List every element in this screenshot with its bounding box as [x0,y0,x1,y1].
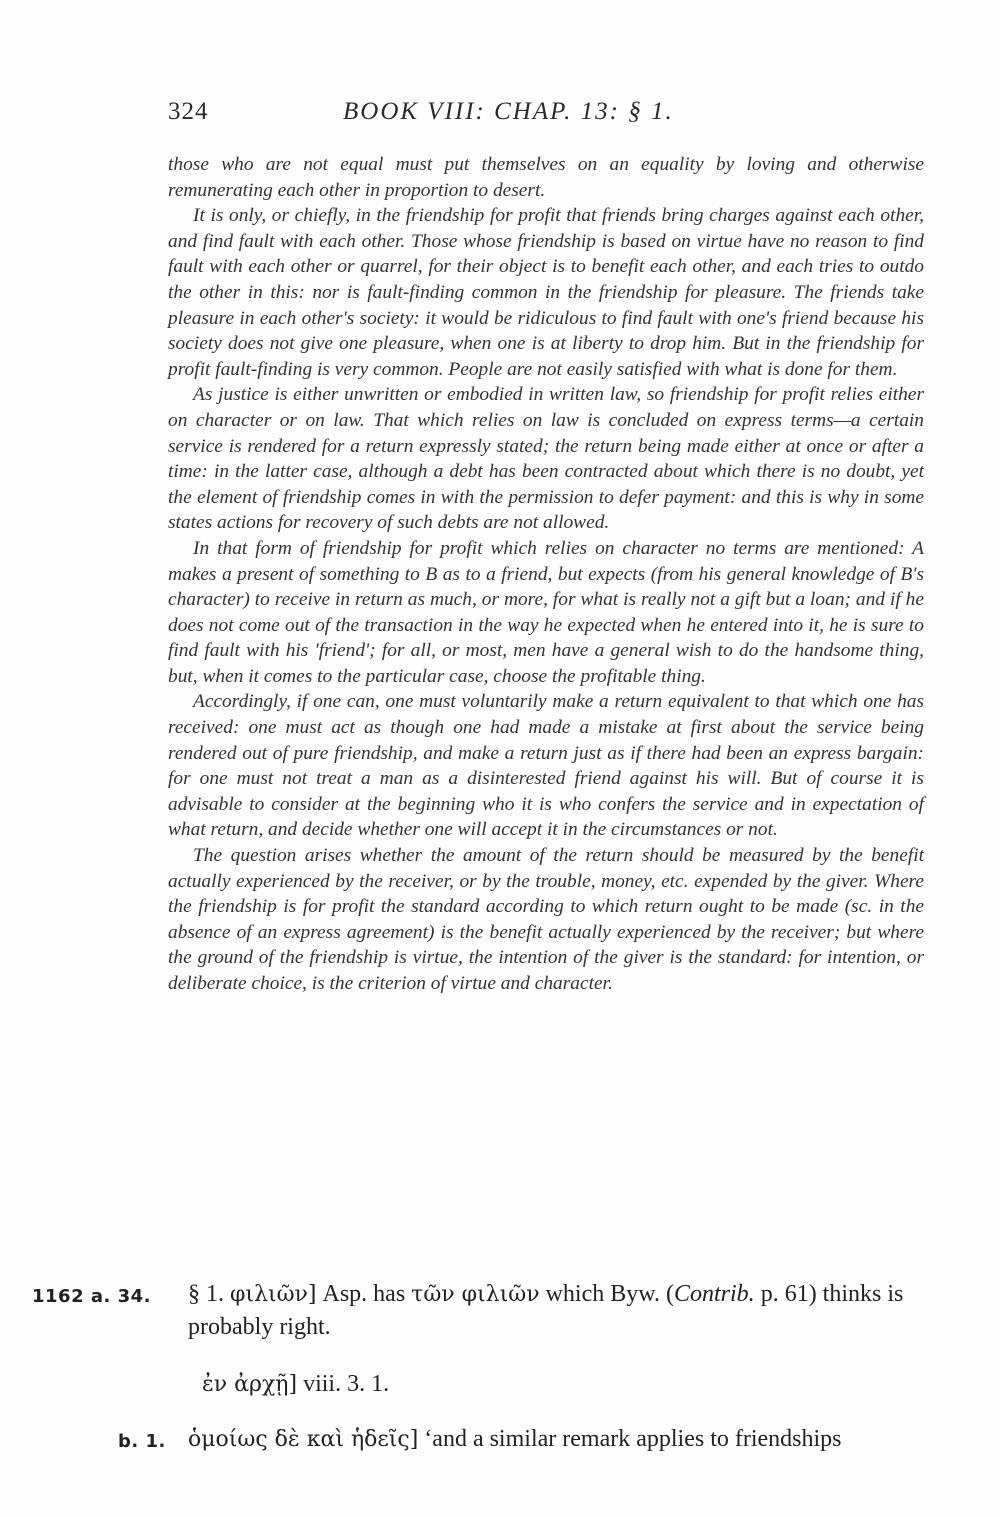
greek-text: τῶν φιλιῶν [411,1282,540,1307]
commentary-notes [0,1278,1000,1456]
paragraph: It is only, or chiefly, in the friendship for profit that friends bring charges against each other, and find fault with each other. Those whose friendship is based on virtue have no reason to find fault with each other or quarrel, for their object is to benefit each other, and each tries to outdo the other in this: nor is fault-finding common in the friendship for pleasure. The friends take pleasure in each other's society: it would be ridiculous to find fault with one's friend because his society does not give one pleasure, when one is at liberty to drop him. But in the friendship for profit fault-finding is very common. People are not easily satisfied with what is done for them. [168,205,924,380]
running-head: BOOK VIII: CHAP. 13: § 1. [343,98,674,125]
note-text: p. 61) thinks is probably right. [188,1281,904,1340]
paragraph: As justice is either unwritten or embodied in written law, so friendship for profit relies either on character or on law. That which relies on law is concluded on express terms—a certain service is rendered for a return expressly stated; the return being made either at once or after a time: in the latter case, although a debt has been contracted about which there is no doubt, yet the element of friendship comes in with the permission to defer payment: and this is why in some states actions for recovery of such debts are not allowed. [168,384,924,534]
note-text: which Byw. ( [539,1281,674,1307]
note-text: ‘and a similar remark applies to friendships [418,1426,842,1452]
greek-lemma: ὁμοίως δὲ καὶ ἡδεῖς] [188,1427,419,1452]
paragraph: Accordingly, if one can, one must voluntarily make a return equivalent to that which one has received: one must act as though one had made a mistake at first about the service being rendered out of pure friendship, and make a return just as if there had been an express bargain: for one must not treat a man as a disinterested friend against his will. But of course it is advisable to consider at the beginning who it is who confers the service and in expectation of what return, and decide whether one will accept it in the circumstances or not. [168,691,924,841]
greek-lemma: ἐν ἀρχῇ] [202,1372,298,1397]
line-reference: b. 1. [118,1431,166,1452]
greek-lemma: φιλιῶν] [230,1282,317,1307]
note-entry [0,1423,923,1456]
note-entry [0,1278,923,1344]
paragraph: those who are not equal must put themselves on an equality by loving and otherwise remunerating each other in proportion to desert. [168,154,924,201]
note-entry [0,1368,923,1401]
paragraph: The question arises whether the amount of the return should be measured by the benefit actually experienced by the receiver, or by the trouble, money, etc. expended by the giver. Where the friendship is for profit the standard according to which return ought to be made (sc. in the absence of an express agreement) is the benefit actually experienced by the receiver; but where the ground of the friendship is virtue, the intention of the giver is the standard: for intention, or deliberate choice, is the criterion of virtue and character. [168,845,924,994]
line-reference: 1162 a. 34. [32,1286,152,1307]
section-marker: § 1. [188,1281,224,1307]
paragraph: In that form of friendship for profit which relies on character no terms are mentioned: A makes a present of something to B as to a friend, but expects (from his general knowledge of B's character) to receive in return as much, or more, for what is really not a gift but a loan; and if he does not come out of the transaction in the way he expected when he entered into it, he is sure to find fault with his 'friend'; for all, or most, men have a general wish to do the handsome thing, but, when it comes to the particular case, choose the profitable thing. [168,537,924,687]
paraphrase-text [168,152,924,997]
note-text: viii. 3. 1. [297,1371,390,1397]
note-text: Asp. has [316,1281,412,1307]
page-header [168,98,758,138]
page-number: 324 [168,98,209,125]
citation-title: Contrib. [674,1281,755,1307]
